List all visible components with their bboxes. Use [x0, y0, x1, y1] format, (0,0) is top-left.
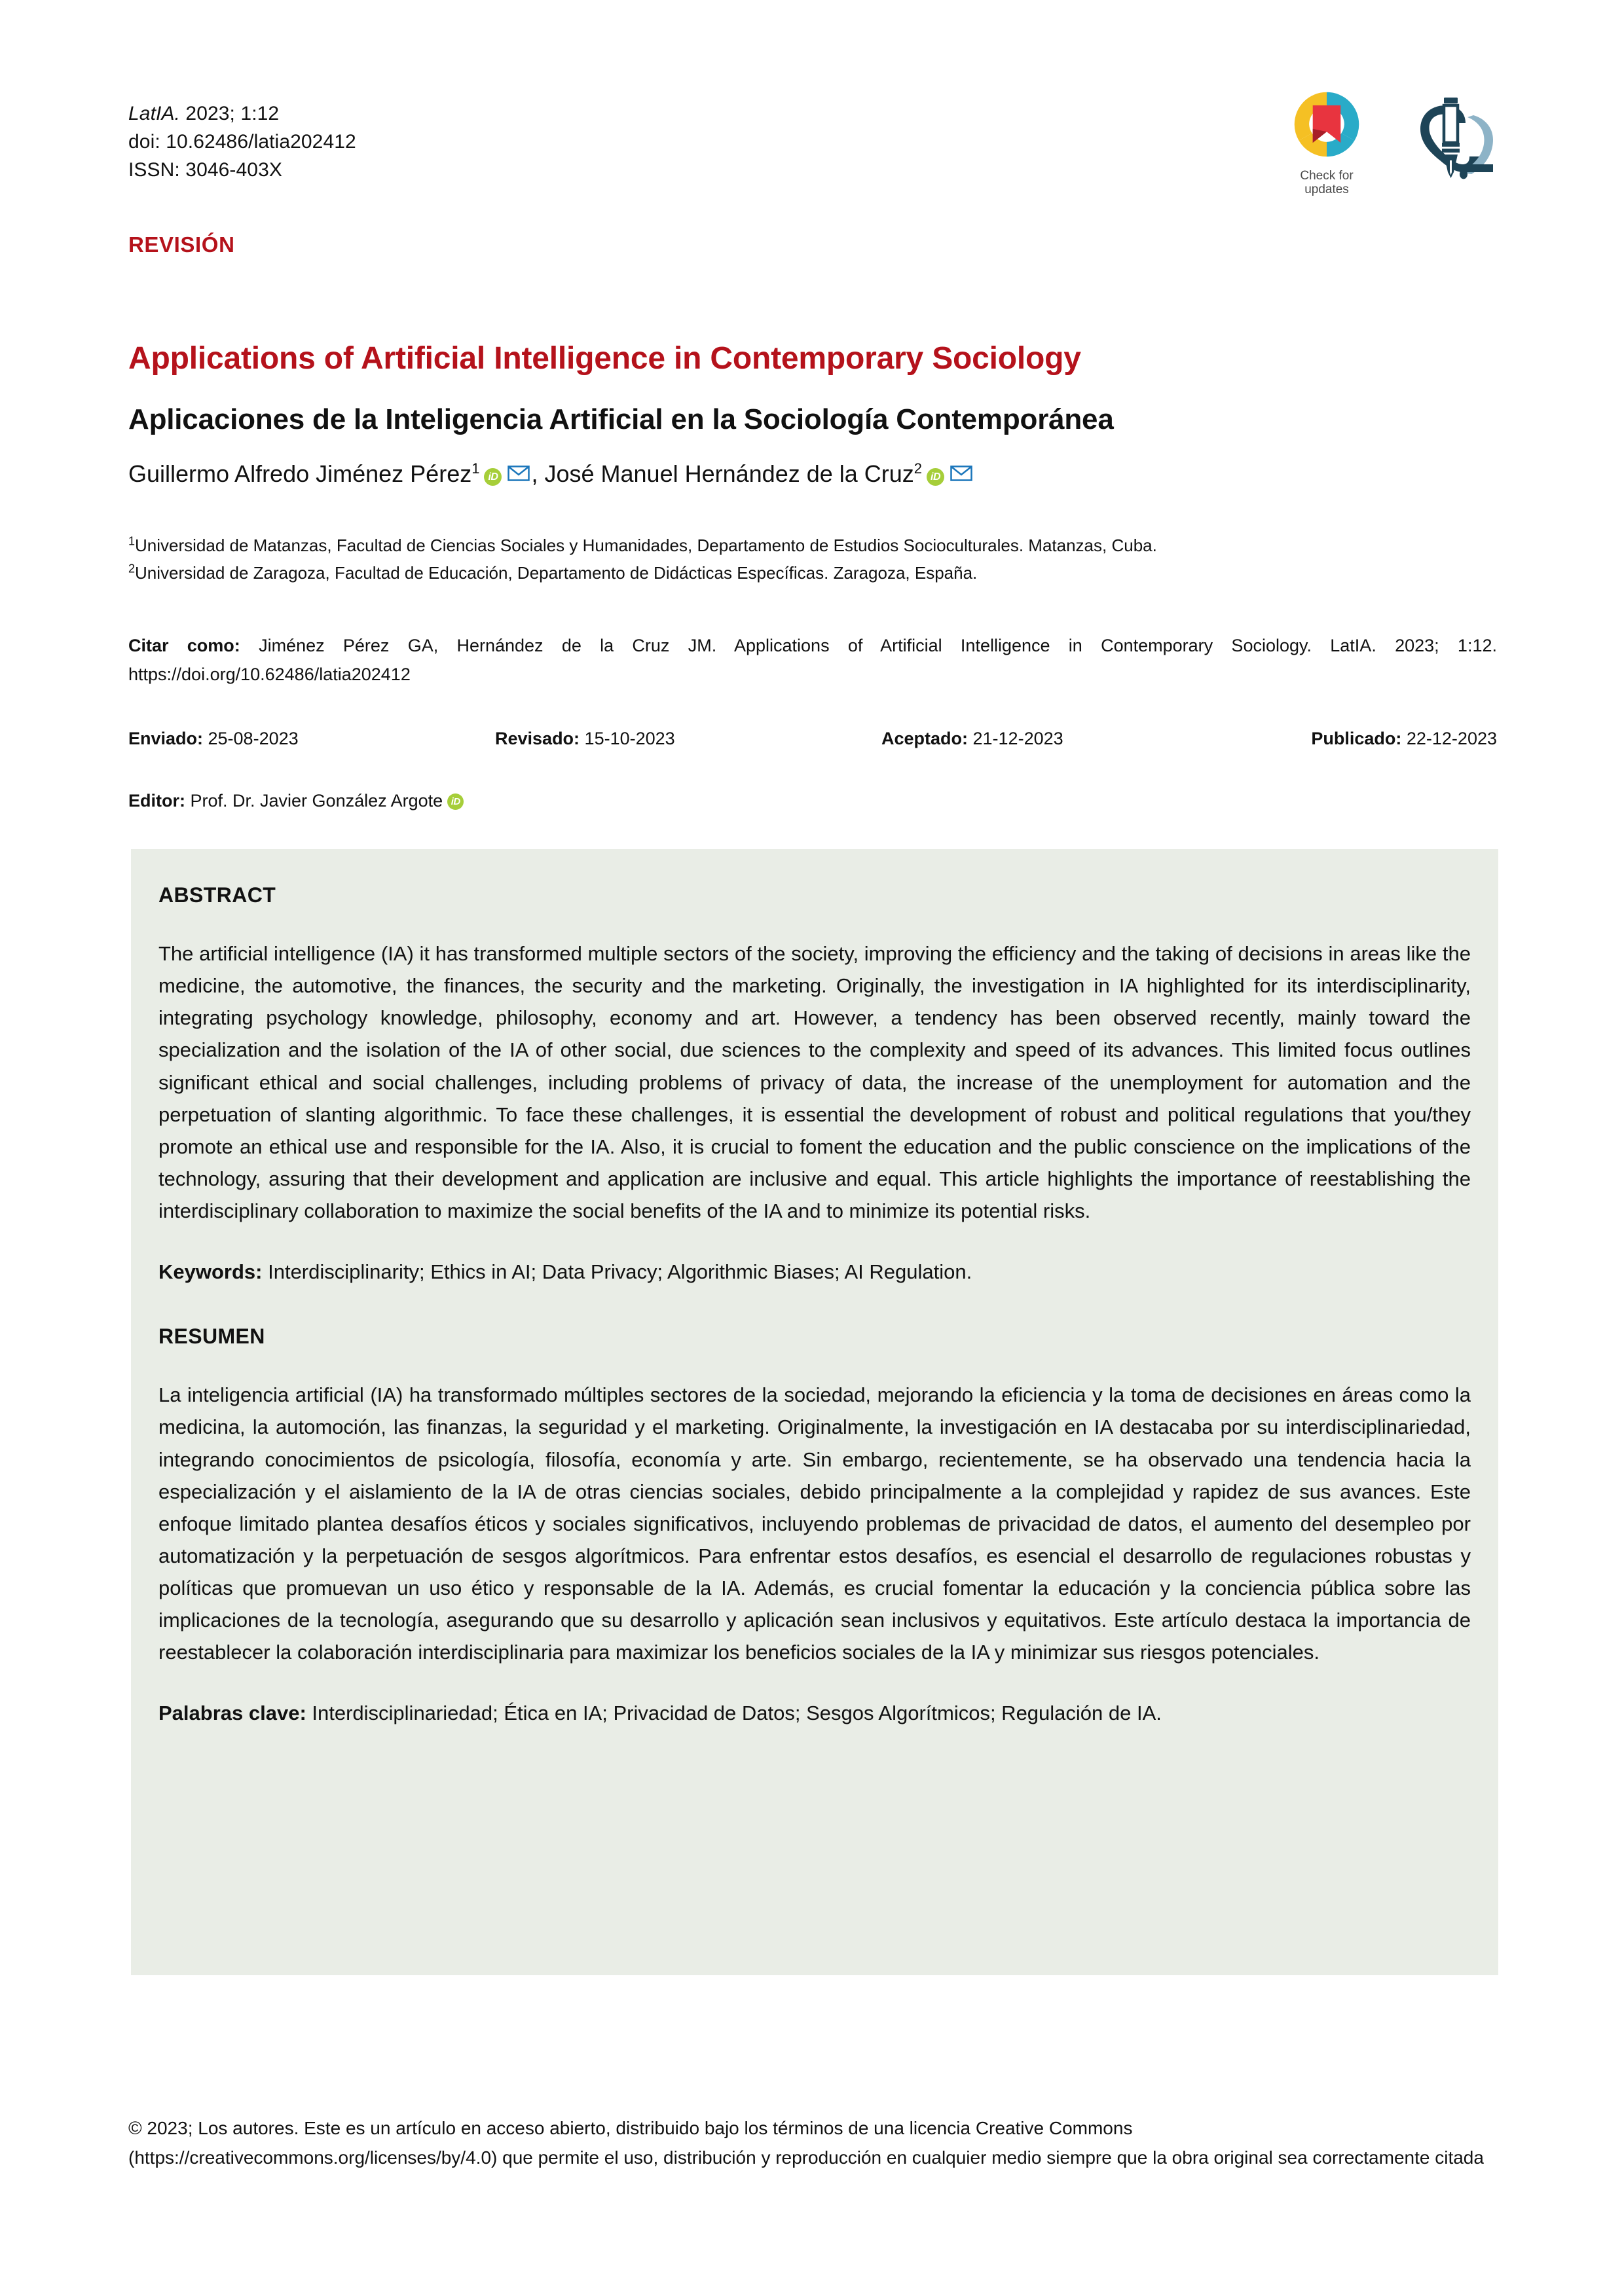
- resumen-body: La inteligencia artificial (IA) ha transformado múltiples sectores de la sociedad, mejorando la eficiencia y la toma de decisiones en áreas como la medicina, la automoción, las finanzas, la seguridad y el marketing. Originalmente, la investigación en IA destacaba por su interdisciplinariedad, integrando conocimientos de psicología, filosofía, economía y arte. Sin embargo, recientemente, se ha observado una tendencia hacia la especialización y el aislamiento de la IA de otras ciencias sociales, debido principalmente a la complejidad y rapidez de sus avances. Este enfoque limitado plantea desafíos éticos y sociales significativos, incluyendo problemas de privacidad de datos, el aumento del desempleo por automatización y la perpetuación de sesgos algorítmicos. Para enfrentar estos desafíos, es esencial el desarrollo de regulaciones robustas y políticas que promuevan un uso ético y responsable de la IA. Además, es crucial fomentar la educación y la conciencia pública sobre las implicaciones de la tecnología, asegurando que su desarrollo y aplicación sean inclusivos y equitativos. Este artículo destaca la importancia de reestablecer la colaboración interdisciplinaria para maximizar los beneficios sociales de la IA y minimizar sus riesgos potenciales.: [158, 1383, 1471, 1664]
- editor-line: [128, 791, 467, 811]
- email-icon[interactable]: [507, 458, 530, 474]
- journal-issue: 2023; 1:12: [179, 103, 280, 124]
- date-revised-label: Revisado:: [495, 729, 580, 748]
- crossmark-badge[interactable]: [1283, 88, 1370, 197]
- section-label: REVISIÓN: [128, 232, 235, 257]
- abstract-keywords-label: Keywords:: [158, 1260, 263, 1284]
- crossmark-caption: Check for updates: [1300, 169, 1354, 197]
- resumen-keywords-label: Palabras clave:: [158, 1702, 306, 1725]
- journal-name: LatIA.: [128, 103, 180, 124]
- abstract-keywords-text: Interdisciplinarity; Ethics in AI; Data Privacy; Algorithmic Biases; AI Regulation.: [262, 1260, 972, 1284]
- abstract-panel: [131, 849, 1498, 1975]
- affiliation-text: Universidad de Zaragoza, Facultad de Educación, Departamento de Didácticas Específicas. Zaragoza, España.: [135, 563, 978, 583]
- page-title-spanish: Aplicaciones de la Inteligencia Artificial en la Sociología Contemporánea: [128, 403, 1114, 435]
- abstract-body: The artificial intelligence (IA) it has transformed multiple sectors of the society, improving the efficiency and the taking of decisions in areas like the medicine, the automotive, the finances, the security and the marketing. Originally, the investigation in IA highlighted for its interdisciplinarity, integrating psychology knowledge, philosophy, economy and art. However, a tendency has been observed recently, mainly toward the specialization and the isolation of the IA of other social, due sciences to the complexity and speed of its advances. This limited focus outlines significant ethical and social challenges, including problems of privacy of data, the increase of the unemployment for automation and the perpetuation of slanting algorithmic. To face these challenges, it is essential the development of robust and political regulations that you/they promote an ethical use and responsible for the IA. Also, it is crucial to foment the education and the public conscience on the implications of the technology, assuring that their development and application are inclusive and equal. This article highlights the importance of reestablishing the interdisciplinary collaboration to maximize the social benefits of the IA and to minimize its potential risks.: [158, 942, 1471, 1222]
- affiliations: [128, 532, 1497, 587]
- date-revised-value: 15-10-2023: [580, 729, 675, 748]
- author-1: [128, 460, 479, 487]
- affiliation-marker: 2: [128, 562, 136, 575]
- affiliation-item: [128, 532, 1497, 559]
- publication-dates: [128, 729, 1497, 749]
- email-icon[interactable]: [950, 458, 972, 474]
- journal-issn: ISSN: 3046-403X: [128, 159, 282, 181]
- affiliation-text: Universidad de Matanzas, Facultad de Ciencias Sociales y Humanidades, Departamento de Estudios Socioculturales. Matanzas, Cuba.: [135, 536, 1157, 555]
- author-2-affiliation-marker: 2: [913, 460, 923, 477]
- citation-text: Jiménez Pérez GA, Hernández de la Cruz JM. Applications of Artificial Intelligence in Contemporary Sociology. LatIA. 2023; 1:12. https://doi.org/10.62486/latia202412: [128, 636, 1497, 684]
- author-1-name: Guillermo Alfredo Jiménez Pérez: [128, 460, 472, 487]
- crossmark-icon[interactable]: [1290, 88, 1363, 164]
- resumen-keywords: [158, 1697, 1471, 1729]
- page-title-english: Applications of Artificial Intelligence in Contemporary Sociology: [128, 341, 1081, 376]
- date-accepted-label: Aceptado:: [881, 729, 969, 748]
- date-published: [1255, 729, 1497, 749]
- citation-block: [128, 632, 1497, 689]
- orcid-icon[interactable]: iD: [927, 468, 944, 486]
- date-revised: [495, 729, 881, 749]
- author-2-name: José Manuel Hernández de la Cruz: [544, 460, 914, 487]
- abstract-keywords: [158, 1256, 1471, 1288]
- date-published-value: 22-12-2023: [1401, 729, 1497, 748]
- date-submitted: [128, 729, 495, 749]
- date-submitted-label: Enviado:: [128, 729, 204, 748]
- author-2: [544, 460, 922, 487]
- resumen-heading: RESUMEN: [158, 1324, 265, 1349]
- masthead-badges: [1283, 88, 1497, 197]
- orcid-icon[interactable]: iD: [447, 793, 464, 810]
- date-submitted-value: 25-08-2023: [203, 729, 299, 748]
- date-accepted-value: 21-12-2023: [968, 729, 1063, 748]
- journal-issue-line: [128, 100, 356, 128]
- author-1-affiliation-marker: 1: [471, 460, 480, 477]
- masthead: [128, 100, 1497, 197]
- orcid-icon[interactable]: iD: [484, 468, 502, 486]
- editor-name: Prof. Dr. Javier González Argote: [185, 791, 443, 811]
- journal-doi: doi: 10.62486/latia202412: [128, 131, 356, 153]
- abstract-heading: ABSTRACT: [158, 883, 276, 907]
- affiliation-item: [128, 559, 1497, 587]
- editor-label: Editor:: [128, 791, 185, 811]
- publisher-ampersand-logo: [1399, 88, 1497, 189]
- affiliation-marker: 1: [128, 534, 136, 548]
- date-accepted: [881, 729, 1255, 749]
- resumen-keywords-text: Interdisciplinariedad; Ética en IA; Privacidad de Datos; Sesgos Algorítmicos; Regulación de IA.: [306, 1702, 1162, 1725]
- journal-meta: [128, 100, 356, 185]
- authors-line: [128, 458, 1497, 490]
- date-published-label: Publicado:: [1311, 729, 1402, 748]
- authors-separator: ,: [531, 460, 545, 487]
- citation-label: Citar como:: [128, 636, 240, 655]
- license-footer: © 2023; Los autores. Este es un artículo en acceso abierto, distribuido bajo los términos de una licencia Creative Commons (https://creativecommons.org/licenses/by/4.0) que permite el uso, distribución y reproducción en cualquier medio siempre que la obra original sea correctamente citada: [128, 2118, 1484, 2168]
